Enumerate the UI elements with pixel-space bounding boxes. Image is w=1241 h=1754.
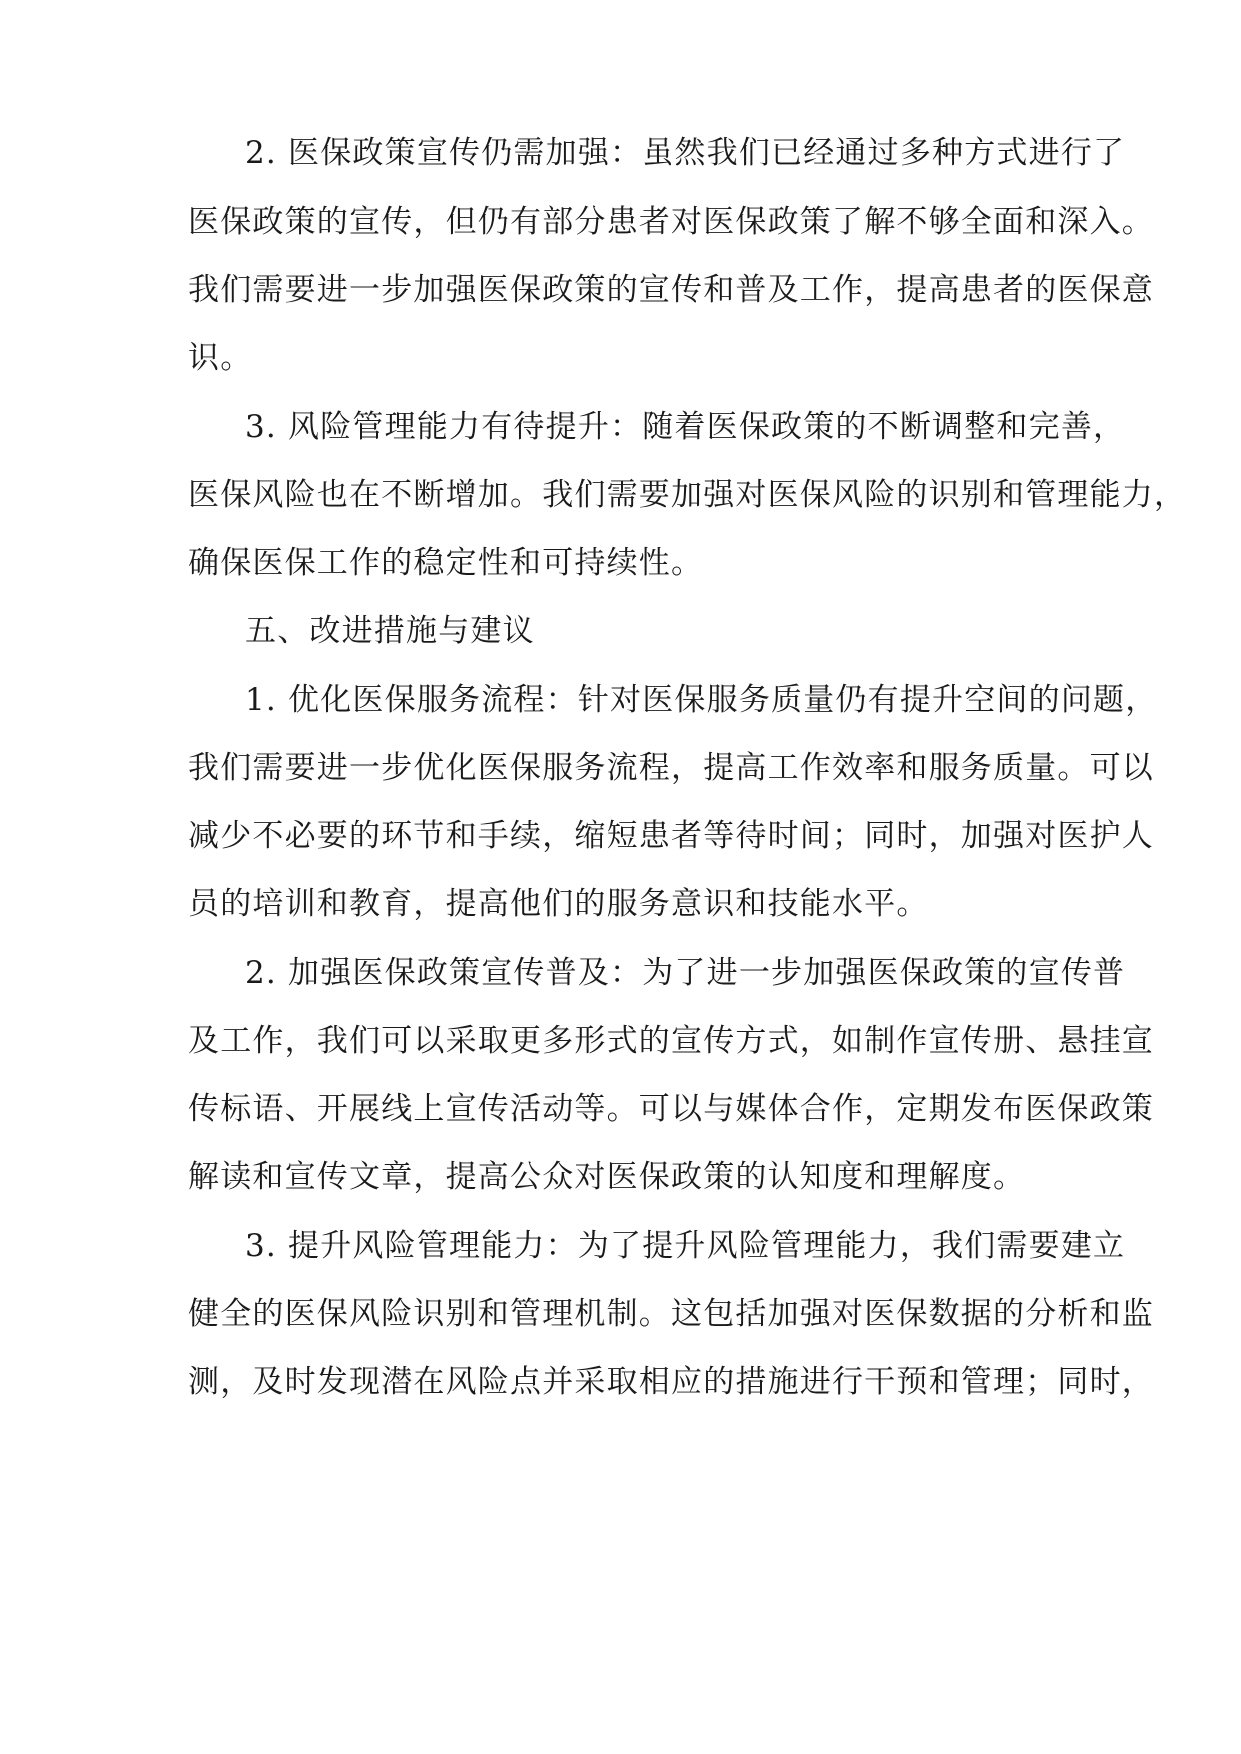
paragraph-2-line-1: 2. 医保政策宣传仍需加强：虽然我们已经通过多种方式进行了 <box>245 135 1126 171</box>
measure-1-line-1: 1. 优化医保服务流程：针对医保服务质量仍有提升空间的问题， <box>245 682 1158 718</box>
paragraph-2-line-3: 我们需要进一步加强医保政策的宣传和普及工作，提高患者的医保意 <box>188 272 1154 308</box>
measure-2-line-1: 2. 加强医保政策宣传普及：为了进一步加强医保政策的宣传普 <box>245 955 1126 991</box>
measure-3-line-1: 3. 提升风险管理能力：为了提升风险管理能力，我们需要建立 <box>245 1228 1126 1264</box>
measure-2-line-4: 解读和宣传文章，提高公众对医保政策的认知度和理解度。 <box>188 1159 1026 1195</box>
paragraph-3-line-3: 确保医保工作的稳定性和可持续性。 <box>188 545 704 581</box>
measure-2-line-2: 及工作，我们可以采取更多形式的宣传方式，如制作宣传册、悬挂宣 <box>188 1023 1154 1059</box>
measure-1-line-4: 员的培训和教育，提高他们的服务意识和技能水平。 <box>188 886 929 922</box>
paragraph-3-line-2: 医保风险也在不断增加。我们需要加强对医保风险的识别和管理能力， <box>188 477 1187 513</box>
measure-2-line-3: 传标语、开展线上宣传活动等。可以与媒体合作，定期发布医保政策 <box>188 1091 1154 1127</box>
measure-3-line-2: 健全的医保风险识别和管理机制。这包括加强对医保数据的分析和监 <box>188 1296 1154 1332</box>
measure-3-line-3: 测，及时发现潜在风险点并采取相应的措施进行干预和管理；同时， <box>188 1364 1154 1400</box>
paragraph-2-line-4: 识。 <box>188 340 253 376</box>
measure-1-line-3: 减少不必要的环节和手续，缩短患者等待时间；同时，加强对医护人 <box>188 818 1154 854</box>
paragraph-2-line-2: 医保政策的宣传，但仍有部分患者对医保政策了解不够全面和深入。 <box>188 204 1154 240</box>
measure-1-line-2: 我们需要进一步优化医保服务流程，提高工作效率和服务质量。可以 <box>188 750 1154 786</box>
section-heading: 五、改进措施与建议 <box>245 613 535 649</box>
paragraph-3-line-1: 3. 风险管理能力有待提升：随着医保政策的不断调整和完善， <box>245 409 1126 445</box>
